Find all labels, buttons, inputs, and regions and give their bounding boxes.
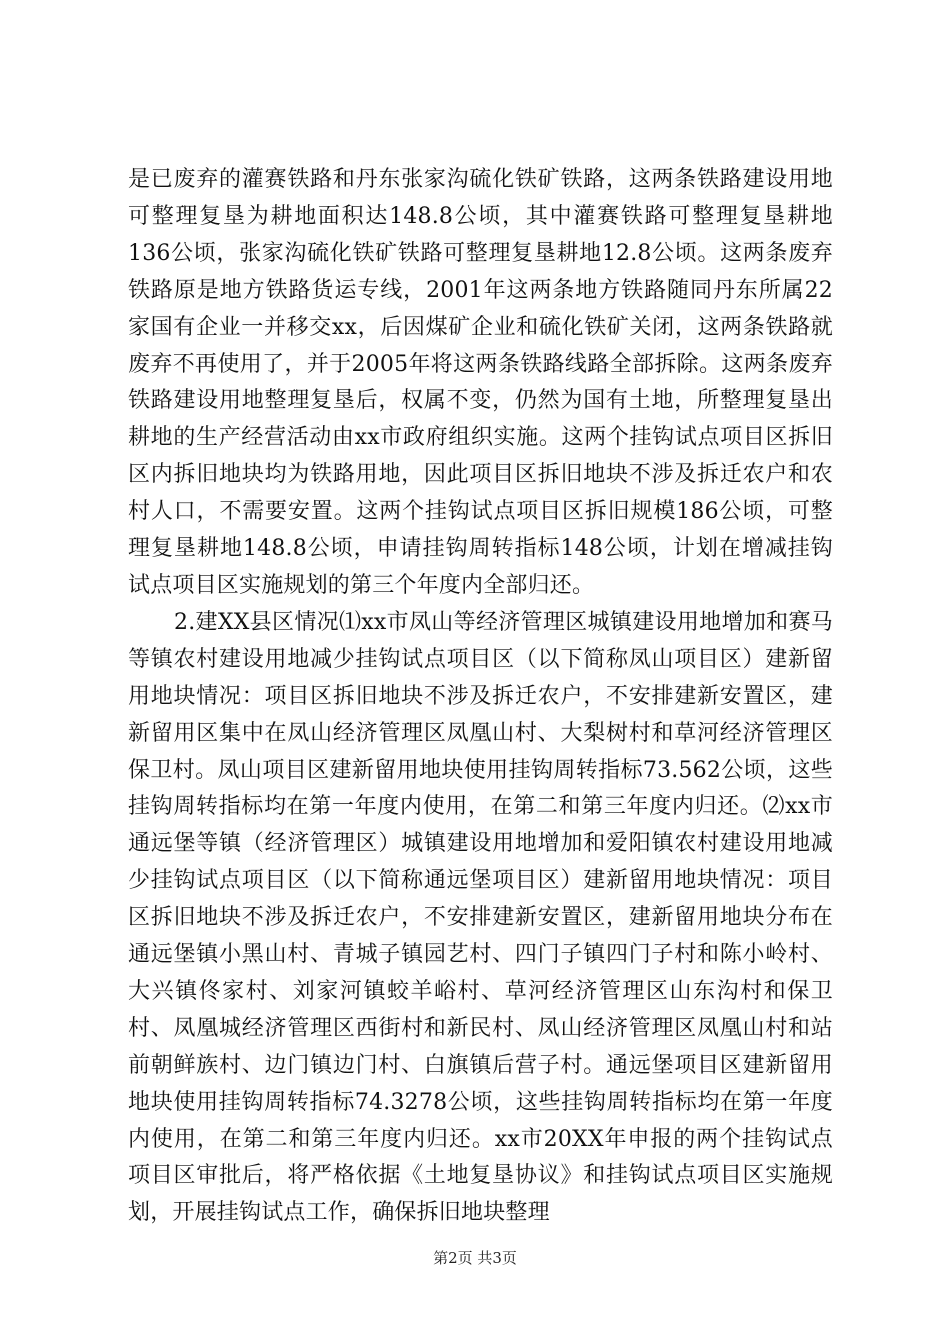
paragraph-continuation: 是已废弃的灌赛铁路和丹东张家沟硫化铁矿铁路，这两条铁路建设用地可整理复垦为耕地面积达148.8公顷，其中灌赛铁路可整理复垦耕地136公顷，张家沟硫化铁矿铁路可整理复垦耕地12.8公顷。这两条废弃铁路原是地方铁路货运专线，2001年这两条地方铁路随同丹东所属22家国有企业一并移交xx，后因煤矿企业和硫化铁矿关闭，这两条铁路就废弃不再使用了，并于2005年将这两条铁路线路全部拆除。这两条废弃铁路建设用地整理复垦后，权属不变，仍然为国有土地，所整理复垦出耕地的生产经营活动由xx市政府组织实施。这两个挂钩试点项目区拆旧区内拆旧地块均为铁路用地，因此项目区拆旧地块不涉及拆迁农户和农村人口，不需要安置。这两个挂钩试点项目区拆旧规模186公顷，可整理复垦耕地148.8公顷，申请挂钩周转指标148公顷，计划在增减挂钩试点项目区实施规划的第三个年度内全部归还。 — [128, 167, 833, 598]
page-number-footer: 第2页 共3页 — [433, 1249, 517, 1267]
paragraph-construction-situation: 2.建XX县区情况⑴xx市凤山等经济管理区城镇建设用地增加和赛马等镇农村建设用地减少挂钩试点项目区（以下简称凤山项目区）建新留用地块情况：项目区拆旧地块不涉及拆迁农户，不安排建新安置区，建新留用区集中在凤山经济管理区凤凰山村、大梨树村和草河经济管理区保卫村。凤山项目区建新留用地块使用挂钩周转指标73.562公顷，这些挂钩周转指标均在第一年度内使用，在第二和第三年度内归还。⑵xx市通远堡等镇（经济管理区）城镇建设用地增加和爱阳镇农村建设用地减少挂钩试点项目区（以下简称通远堡项目区）建新留用地块情况：项目区拆旧地块不涉及拆迁农户，不安排建新安置区，建新留用地块分布在通远堡镇小黑山村、青城子镇园艺村、四门子镇四门子村和陈小岭村、大兴镇佟家村、刘家河镇蛟羊峪村、草河经济管理区山东沟村和保卫村、凤凰城经济管理区西街村和新民村、凤山经济管理区凤凰山村和站前朝鲜族村、边门镇边门村、白旗镇后营子村。通远堡项目区建新留用地块使用挂钩周转指标74.3278公顷，这些挂钩周转指标均在第一年度内使用，在第二和第三年度内归还。xx市20XX年申报的两个挂钩试点项目区审批后，将严格依据《土地复垦协议》和挂钩试点项目区实施规划，开展挂钩试点工作，确保拆旧地块整理 — [128, 609, 833, 1226]
document-body — [128, 162, 833, 1232]
